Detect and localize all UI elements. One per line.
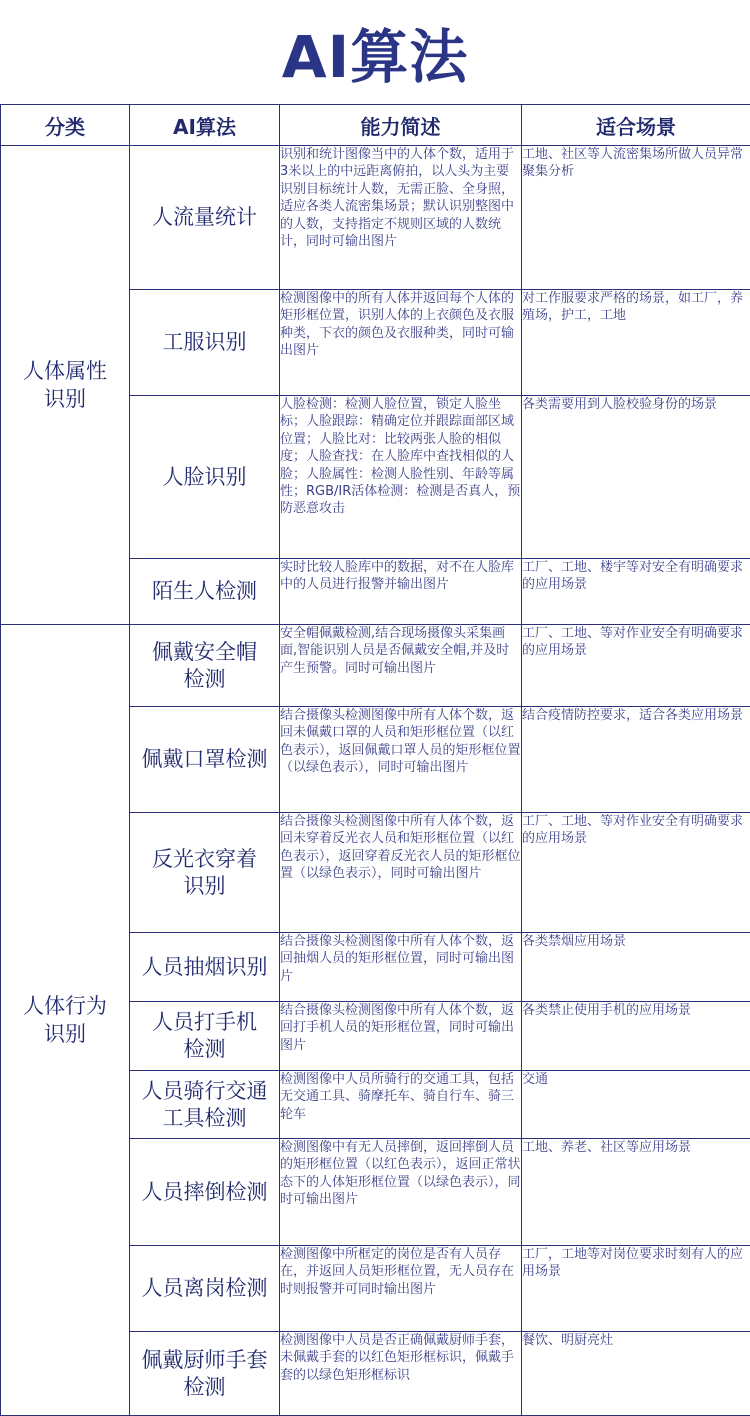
scenario-cell: 各类禁止使用手机的应用场景: [522, 1002, 750, 1071]
algorithm-name: 反光衣穿着 识别: [152, 846, 257, 898]
algorithm-name: 人员骑行交通 工具检测: [141, 1078, 268, 1130]
scenario-cell: 对工作服要求严格的场景，如工厂，养殖场，护工，工地: [522, 290, 750, 396]
algorithm-name-cell: [130, 146, 280, 290]
table-row: [1, 625, 750, 707]
description-cell: 检测图像中人员所骑行的交通工具，包括无交通工具、骑摩托车、骑自行车、骑三轮车: [280, 1071, 522, 1139]
description-cell: 识别和统计图像当中的人体个数，适用于3米以上的中远距离俯拍，以人头为主要识别目标统计人数，无需正脸、全身照，适应各类人流密集场景；默认识别整图中的人数，支持指定不规则区域的人数统计，同时可输出图片: [280, 146, 522, 290]
algorithm-name: 人员摔倒检测: [141, 1179, 268, 1204]
scenario-cell: 工厂、工地、楼宇等对安全有明确要求的应用场景: [522, 559, 750, 625]
algorithm-name: 陌生人检测: [152, 579, 257, 603]
category-label: 人体属性 识别: [23, 359, 107, 411]
algorithm-name-cell: [130, 707, 280, 813]
category-cell: [1, 625, 130, 1416]
description-cell: 安全帽佩戴检测,结合现场摄像头采集画面,智能识别人员是否佩戴安全帽,并及时产生预警。同时可输出图片: [280, 625, 522, 707]
algorithm-name-cell: [130, 1071, 280, 1139]
algorithm-name: 佩戴口罩检测: [141, 747, 268, 771]
description-cell: 实时比较人脸库中的数据，对不在人脸库中的人员进行报警并输出图片: [280, 559, 522, 625]
page-title: AI算法: [281, 23, 469, 91]
scenario-cell: 结合疫情防控要求，适合各类应用场景: [522, 707, 750, 813]
algorithm-name: 人流量统计: [152, 205, 257, 229]
algorithm-name-cell: [130, 625, 280, 707]
header-category: 分类: [1, 105, 130, 146]
scenario-cell: 各类禁烟应用场景: [522, 933, 750, 1002]
scenario-cell: 工地、社区等人流密集场所做人员异常聚集分析: [522, 146, 750, 290]
scenario-cell: 工厂，工地等对岗位要求时刻有人的应用场景: [522, 1246, 750, 1332]
table-header-row: [1, 105, 750, 146]
algorithm-name: 人员抽烟识别: [141, 954, 268, 979]
algorithm-table: [0, 104, 750, 1416]
algorithm-name-cell: [130, 1002, 280, 1071]
algorithm-name-cell: [130, 933, 280, 1002]
algorithm-name-cell: [130, 290, 280, 396]
category-cell: [1, 146, 130, 625]
algorithm-name-cell: [130, 1246, 280, 1332]
algorithm-name: 人员打手机 检测: [152, 1010, 257, 1061]
description-cell: 检测图像中有无人员摔倒，返回摔倒人员的矩形框位置（以红色表示），返回正常状态下的人体矩形框位置（以绿色表示），同时可输出图片: [280, 1139, 522, 1246]
table-row: [1, 146, 750, 290]
scenario-cell: 工厂、工地、等对作业安全有明确要求的应用场景: [522, 625, 750, 707]
description-cell: 结合摄像头检测图像中所有人体个数，返回打手机人员的矩形框位置，同时可输出图片: [280, 1002, 522, 1071]
category-label: 人体行为 识别: [23, 994, 107, 1046]
description-cell: 检测图像中人员是否正确佩戴厨师手套，未佩戴手套的以红色矩形框标识，佩戴手套的以绿色矩形框标识: [280, 1332, 522, 1416]
algorithm-name: 佩戴厨师手套 检测: [141, 1347, 268, 1399]
scenario-cell: 交通: [522, 1071, 750, 1139]
scenario-cell: 工地、养老、社区等应用场景: [522, 1139, 750, 1246]
header-description: 能力简述: [280, 105, 522, 146]
algorithm-name: 工服识别: [162, 330, 247, 354]
algorithm-name-cell: [130, 1139, 280, 1246]
description-cell: 结合摄像头检测图像中所有人体个数，返回未穿着反光衣人员和矩形框位置（以红色表示），返回穿着反光衣人员的矩形框位置（以绿色表示），同时可输出图片: [280, 813, 522, 933]
algorithm-name-cell: [130, 396, 280, 559]
description-cell: 检测图像中的所有人体并返回每个人体的矩形框位置，识别人体的上衣颜色及衣服种类，下衣的颜色及衣服种类，同时可输出图片: [280, 290, 522, 396]
description-cell: 检测图像中所框定的岗位是否有人员存在，并返回人员矩形框位置，无人员存在时则报警并可同时输出图片: [280, 1246, 522, 1332]
header-algorithm: AI算法: [130, 105, 280, 146]
algorithm-name-cell: [130, 813, 280, 933]
algorithm-name: 佩戴安全帽 检测: [152, 639, 257, 691]
description-cell: 结合摄像头检测图像中所有人体个数，返回未佩戴口罩的人员和矩形框位置（以红色表示），返回佩戴口罩人员的矩形框位置（以绿色表示），同时可输出图片: [280, 707, 522, 813]
algorithm-name: 人员离岗检测: [141, 1276, 268, 1300]
description-cell: 结合摄像头检测图像中所有人体个数，返回抽烟人员的矩形框位置，同时可输出图片: [280, 933, 522, 1002]
scenario-cell: 工厂、工地、等对作业安全有明确要求的应用场景: [522, 813, 750, 933]
algorithm-name-cell: [130, 559, 280, 625]
algorithm-name: 人脸识别: [162, 464, 247, 489]
scenario-cell: 各类需要用到人脸校验身份的场景: [522, 396, 750, 559]
algorithm-name-cell: [130, 1332, 280, 1416]
description-cell: 人脸检测：检测人脸位置，锁定人脸坐标；人脸跟踪：精确定位并跟踪面部区域位置；人脸比对：比较两张人脸的相似度；人脸查找：在人脸库中查找相似的人脸；人脸属性：检测人脸性别、年龄等属性；RGB/IR活体检测：检测是否真人，预防恶意攻击: [280, 396, 522, 559]
header-scenario: 适合场景: [522, 105, 750, 146]
scenario-cell: 餐饮、明厨亮灶: [522, 1332, 750, 1416]
